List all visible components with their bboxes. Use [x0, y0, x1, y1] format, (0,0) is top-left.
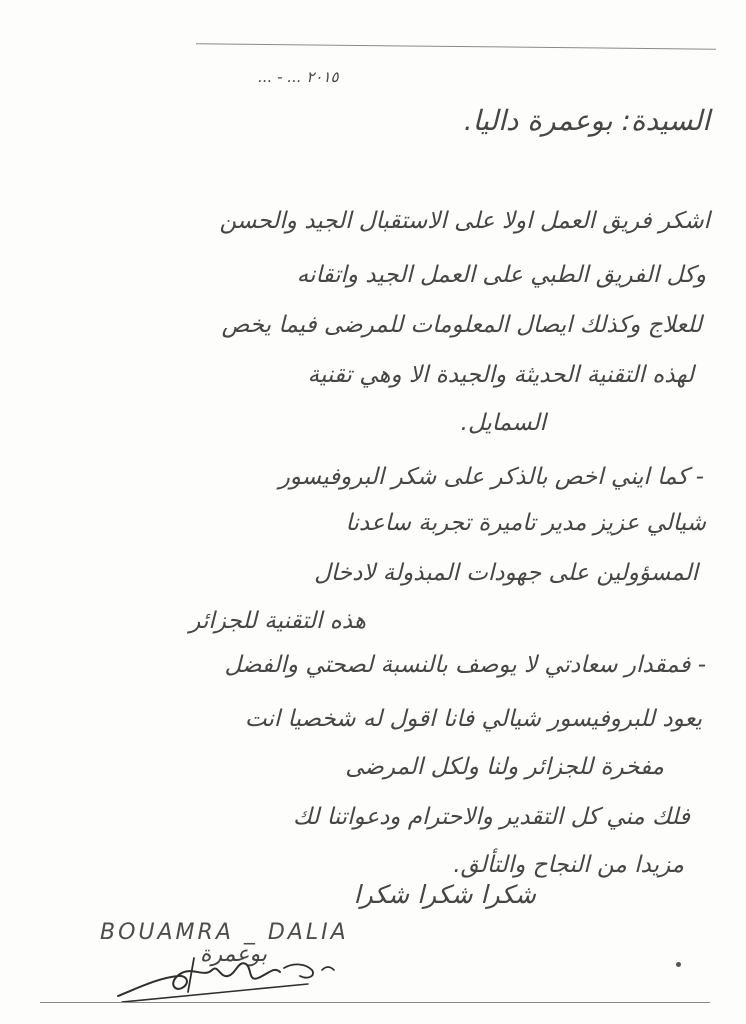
body-line-9: هذه التقنية للجزائر — [189, 608, 366, 634]
body-line-7: شيالي عزيز مدير تاميرة تجربة ساعدنا — [345, 510, 706, 536]
body-line-10: - فمقدار سعادتي لا يوصف بالنسبة لصحتي والفضل — [224, 652, 706, 678]
body-line-13: فلك مني كل التقدير والاحترام ودعواتنا لك — [293, 804, 690, 830]
body-line-8: المسؤولين على جهودات المبذولة لادخال — [314, 560, 698, 586]
body-line-2: وكل الفريق الطبي على العمل الجيد واتقانه — [296, 262, 706, 288]
body-line-14: مزيدا من النجاح والتألق. — [453, 852, 684, 878]
body-line-5: السمايل. — [460, 410, 546, 436]
top-rule-line — [196, 43, 716, 49]
letter-date: ... - ... ٢٠١٥ — [258, 68, 339, 86]
signature-arabic-name: بوعمرة — [200, 942, 267, 967]
ink-speck — [676, 962, 681, 967]
body-line-6: - كما ايني اخص بالذكر على شكر البروفيسور — [278, 464, 704, 490]
body-line-1: اشكر فريق العمل اولا على الاستقبال الجيد والحسن — [219, 208, 710, 234]
body-line-12: مفخرة للجزائر ولنا ولكل المرضى — [345, 754, 664, 780]
signer-latin-name: BOUAMRA _ DALIA — [100, 920, 349, 945]
body-line-11: يعود للبروفيسور شيالي فانا اقول له شخصيا انت — [244, 706, 702, 732]
body-line-4: لهذه التقنية الحديثة والجيدة الا وهي تقنية — [307, 362, 694, 388]
body-line-3: للعلاج وكذلك ايصال المعلومات للمرضى فيما يخص — [221, 312, 702, 338]
body-line-thanks: شكرا شكرا شكرا — [353, 880, 536, 909]
bottom-rule-line — [40, 1002, 710, 1003]
salutation: السيدة: بوعمرة داليا. — [463, 104, 710, 137]
